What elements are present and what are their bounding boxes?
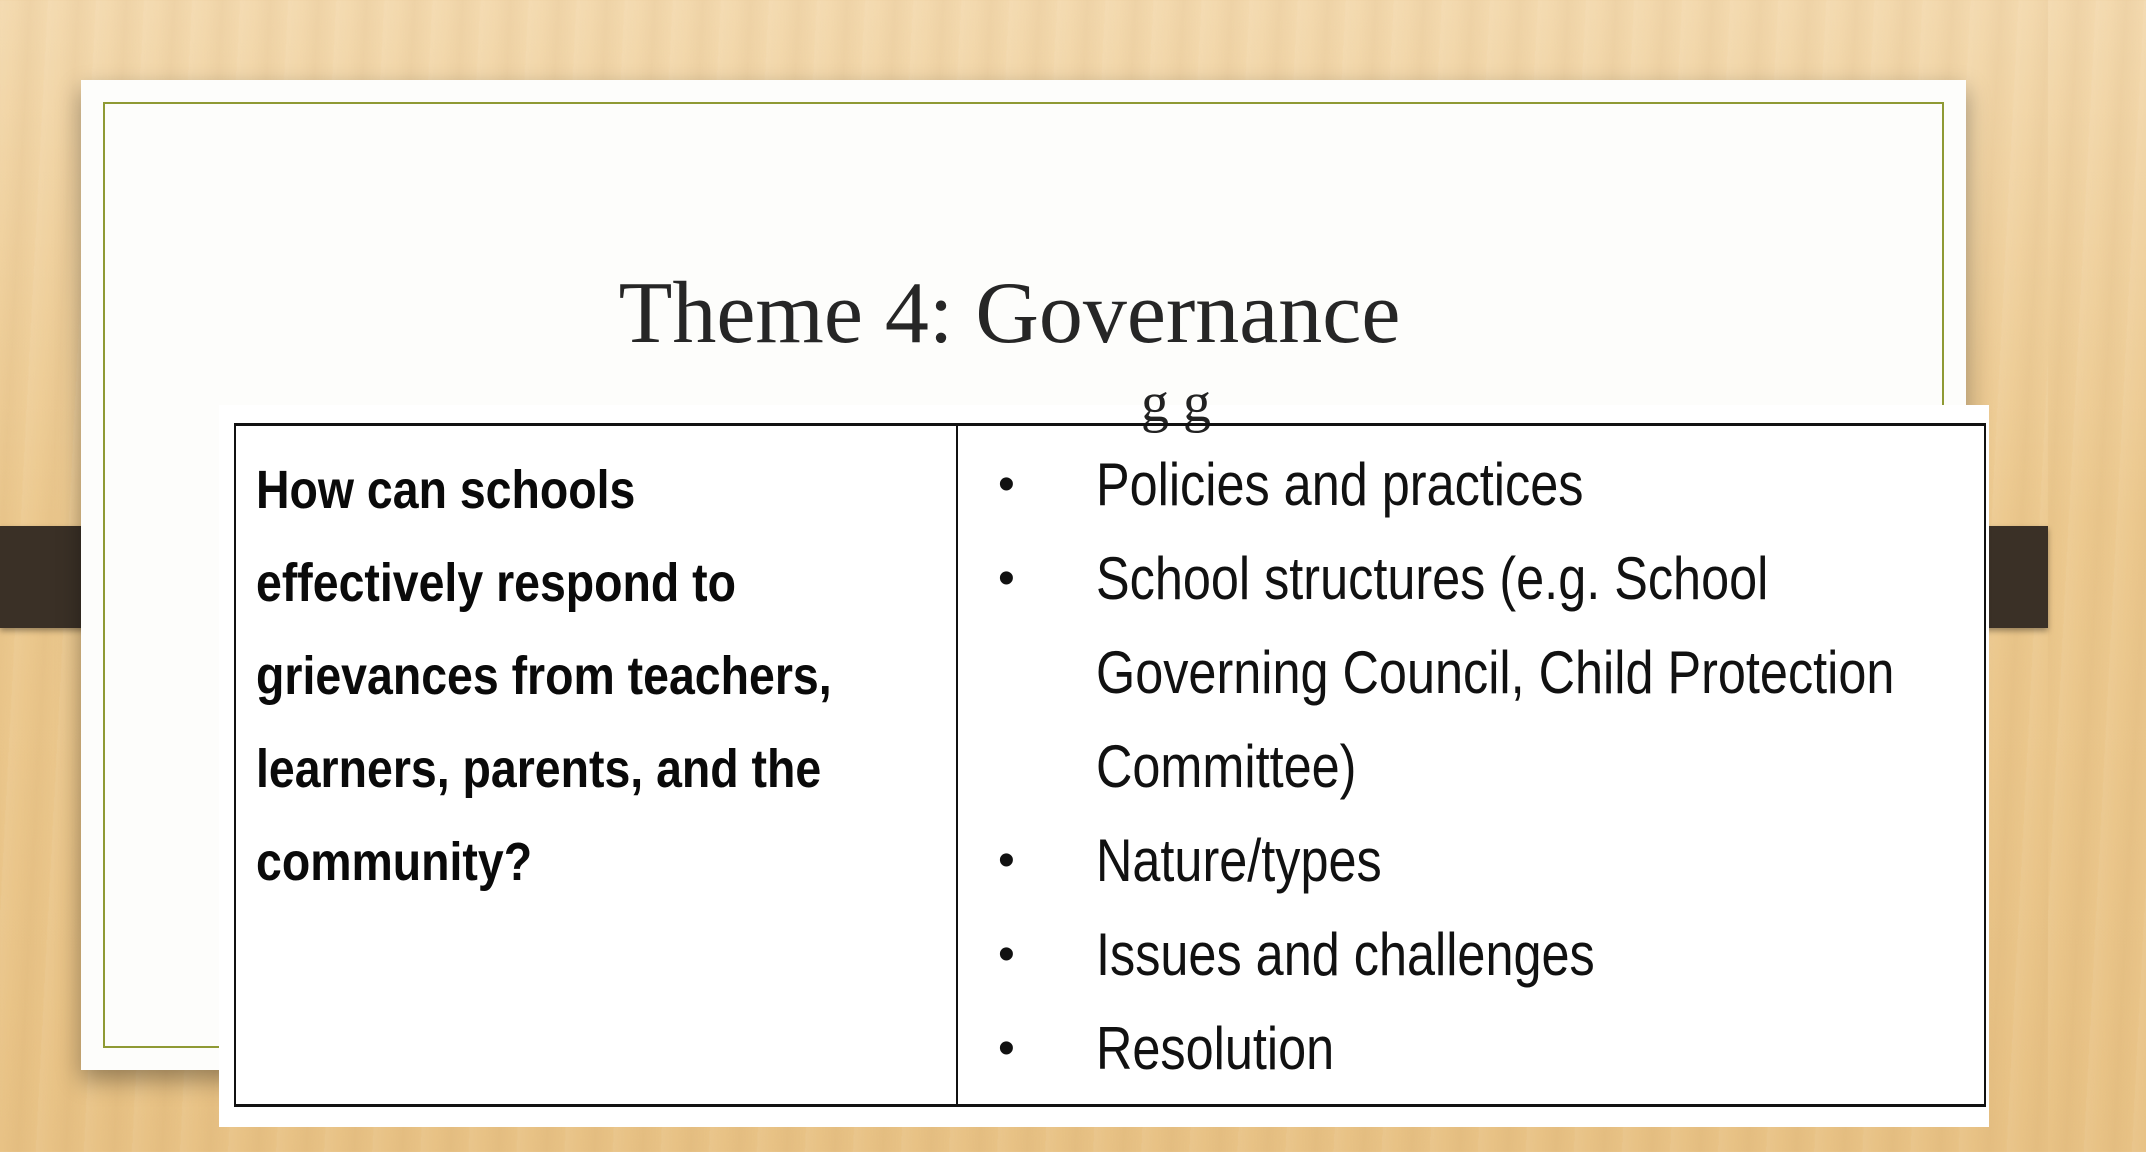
topics-cell <box>958 426 2146 1104</box>
list-item <box>998 438 2146 532</box>
bullet-icon: • <box>998 928 1015 981</box>
topic-text: Nature/types <box>1096 827 1382 894</box>
slide <box>81 80 1966 1082</box>
bullet-icon: • <box>998 1022 1015 1075</box>
slide-title: Theme 4: Governance <box>618 265 1401 362</box>
topic-text: School structures (e.g. School Governing Council, Child Protection Committee) <box>1096 545 1895 800</box>
topic-list <box>998 438 2146 1096</box>
bullet-icon: • <box>998 458 1015 511</box>
topic-text: Issues and challenges <box>1096 921 1595 988</box>
list-item <box>998 814 2146 908</box>
topic-text: Resolution <box>1096 1015 1335 1082</box>
list-item <box>998 1002 2146 1096</box>
question-cell <box>236 426 958 1104</box>
governance-table <box>234 423 1986 1107</box>
question-text: How can schools effectively respond to grievances from teachers, learners, parents, and the community? <box>256 460 832 892</box>
bullet-icon: • <box>998 552 1015 605</box>
list-item <box>998 908 2146 1002</box>
cropped-previous-row: g g <box>1141 372 1211 434</box>
list-item <box>998 532 2146 814</box>
bullet-icon: • <box>998 834 1015 887</box>
table-image <box>219 372 1989 1127</box>
topic-text: Policies and practices <box>1096 451 1584 518</box>
